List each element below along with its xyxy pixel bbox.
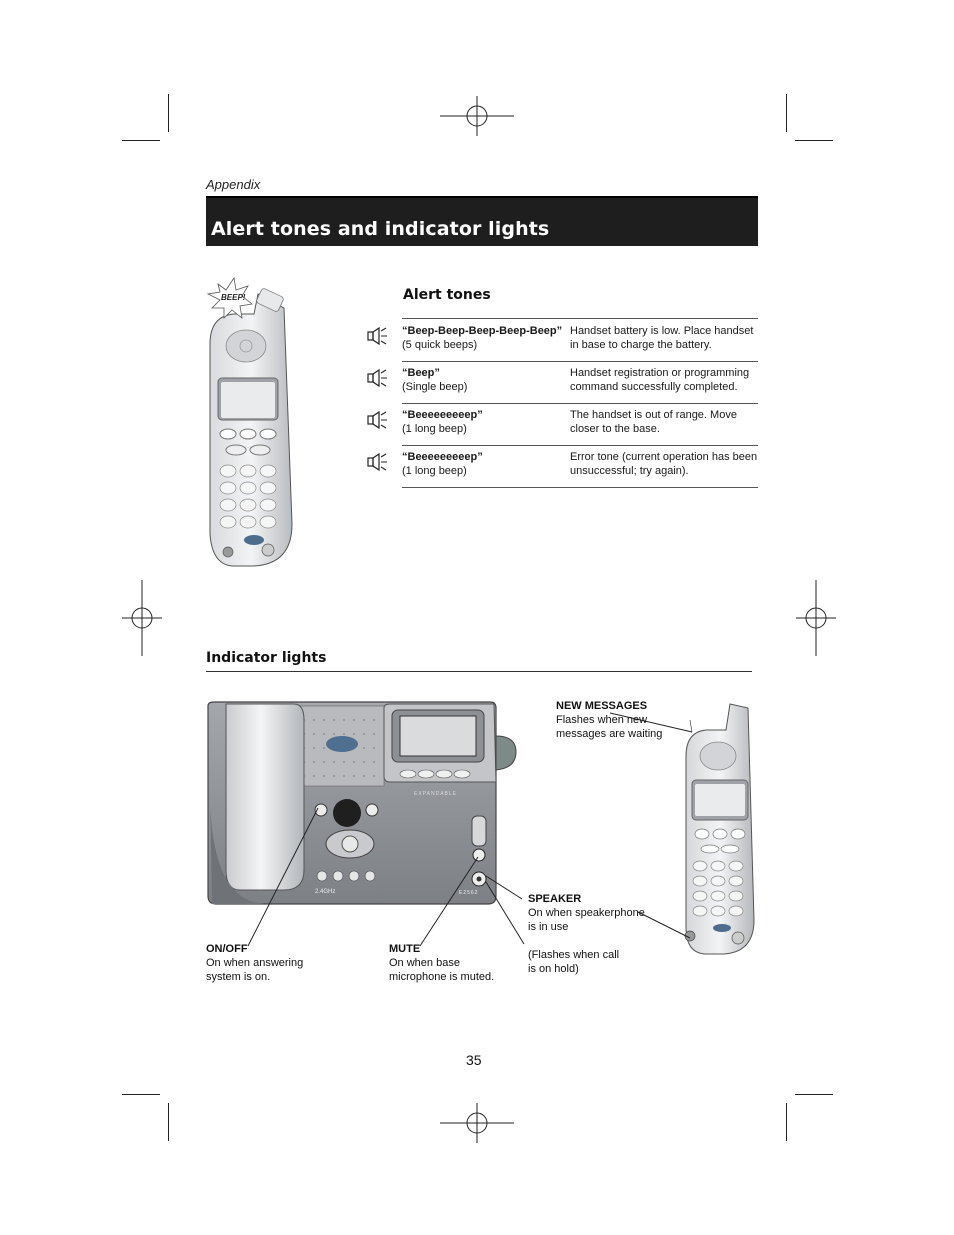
speaker-sound-icon xyxy=(366,326,388,346)
table-row xyxy=(402,361,758,404)
callout-text: is in use xyxy=(528,921,569,933)
tone-description: The handset is out of range. Move closer to the base. xyxy=(570,409,737,435)
callout-text: Flashes when new xyxy=(556,714,648,726)
crop-mark xyxy=(122,1094,160,1095)
table-row xyxy=(402,319,758,362)
speaker-sound-icon xyxy=(366,368,388,388)
callout-on-off xyxy=(206,942,303,984)
tone-name: “Beep-Beep-Beep-Beep-Beep” xyxy=(402,325,563,337)
callout-new-messages xyxy=(556,699,662,741)
base-frequency-label: 2.4GHz xyxy=(315,889,336,895)
base-expandable-label: EXPANDABLE xyxy=(414,791,457,797)
callout-title: MUTE xyxy=(389,943,421,955)
tone-name: “Beeeeeeeeep” xyxy=(402,409,483,421)
registration-mark-icon xyxy=(440,96,514,136)
page-title: Alert tones and indicator lights xyxy=(211,218,550,240)
callout-text: is on hold) xyxy=(528,963,579,975)
crop-mark xyxy=(168,94,169,132)
crop-mark xyxy=(786,1103,787,1141)
crop-mark xyxy=(795,1094,833,1095)
registration-mark-icon xyxy=(440,1103,514,1143)
tone-description: Handset battery is low. Place handset in base to charge the battery. xyxy=(570,325,754,351)
section-rule xyxy=(206,671,752,672)
callout-title: ON/OFF xyxy=(206,943,248,955)
callout-text: system is on. xyxy=(206,971,271,983)
crop-mark xyxy=(122,140,160,141)
callout-text: On when speakerphone xyxy=(528,907,645,919)
table-row xyxy=(402,403,758,446)
tone-description: Error tone (current operation has been unsuccessful; try again). xyxy=(570,451,758,477)
section-label: Appendix xyxy=(206,177,261,192)
tone-name-cell xyxy=(402,408,564,436)
indicator-lights-heading: Indicator lights xyxy=(206,650,327,666)
tone-name: “Beeeeeeeeep” xyxy=(402,451,483,463)
registration-mark-icon xyxy=(796,580,836,656)
table-row xyxy=(402,445,758,488)
tone-description: Handset registration or programming command successfully completed. xyxy=(570,367,750,393)
tone-name: “Beep” xyxy=(402,367,440,379)
tone-detail: (Single beep) xyxy=(402,381,468,393)
tone-name-cell xyxy=(402,366,564,394)
tone-detail: (1 long beep) xyxy=(402,423,467,435)
tone-detail: (5 quick beeps) xyxy=(402,339,478,351)
callout-text: (Flashes when call xyxy=(528,949,620,961)
callout-title: NEW MESSAGES xyxy=(556,700,648,712)
title-bar xyxy=(206,196,758,246)
callout-speaker xyxy=(528,892,645,976)
tone-detail: (1 long beep) xyxy=(402,465,467,477)
crop-mark xyxy=(795,140,833,141)
callout-text: On when base xyxy=(389,957,460,969)
crop-mark xyxy=(168,1103,169,1141)
base-model-label: E2562 xyxy=(459,890,479,896)
callout-mute xyxy=(389,942,494,984)
crop-mark xyxy=(786,94,787,132)
speaker-sound-icon xyxy=(366,452,388,472)
registration-mark-icon xyxy=(122,580,162,656)
callout-text: On when answering xyxy=(206,957,304,969)
beep-bubble-label: BEEP! xyxy=(221,293,246,302)
handset-illustration xyxy=(204,274,294,574)
callout-text: messages are waiting xyxy=(556,728,663,740)
alert-tones-heading: Alert tones xyxy=(403,287,491,303)
callout-text: microphone is muted. xyxy=(389,971,495,983)
page-number: 35 xyxy=(466,1052,482,1068)
speaker-sound-icon xyxy=(366,410,388,430)
callout-title: SPEAKER xyxy=(528,893,582,905)
tone-name-cell xyxy=(402,324,564,352)
tone-name-cell xyxy=(402,450,564,478)
